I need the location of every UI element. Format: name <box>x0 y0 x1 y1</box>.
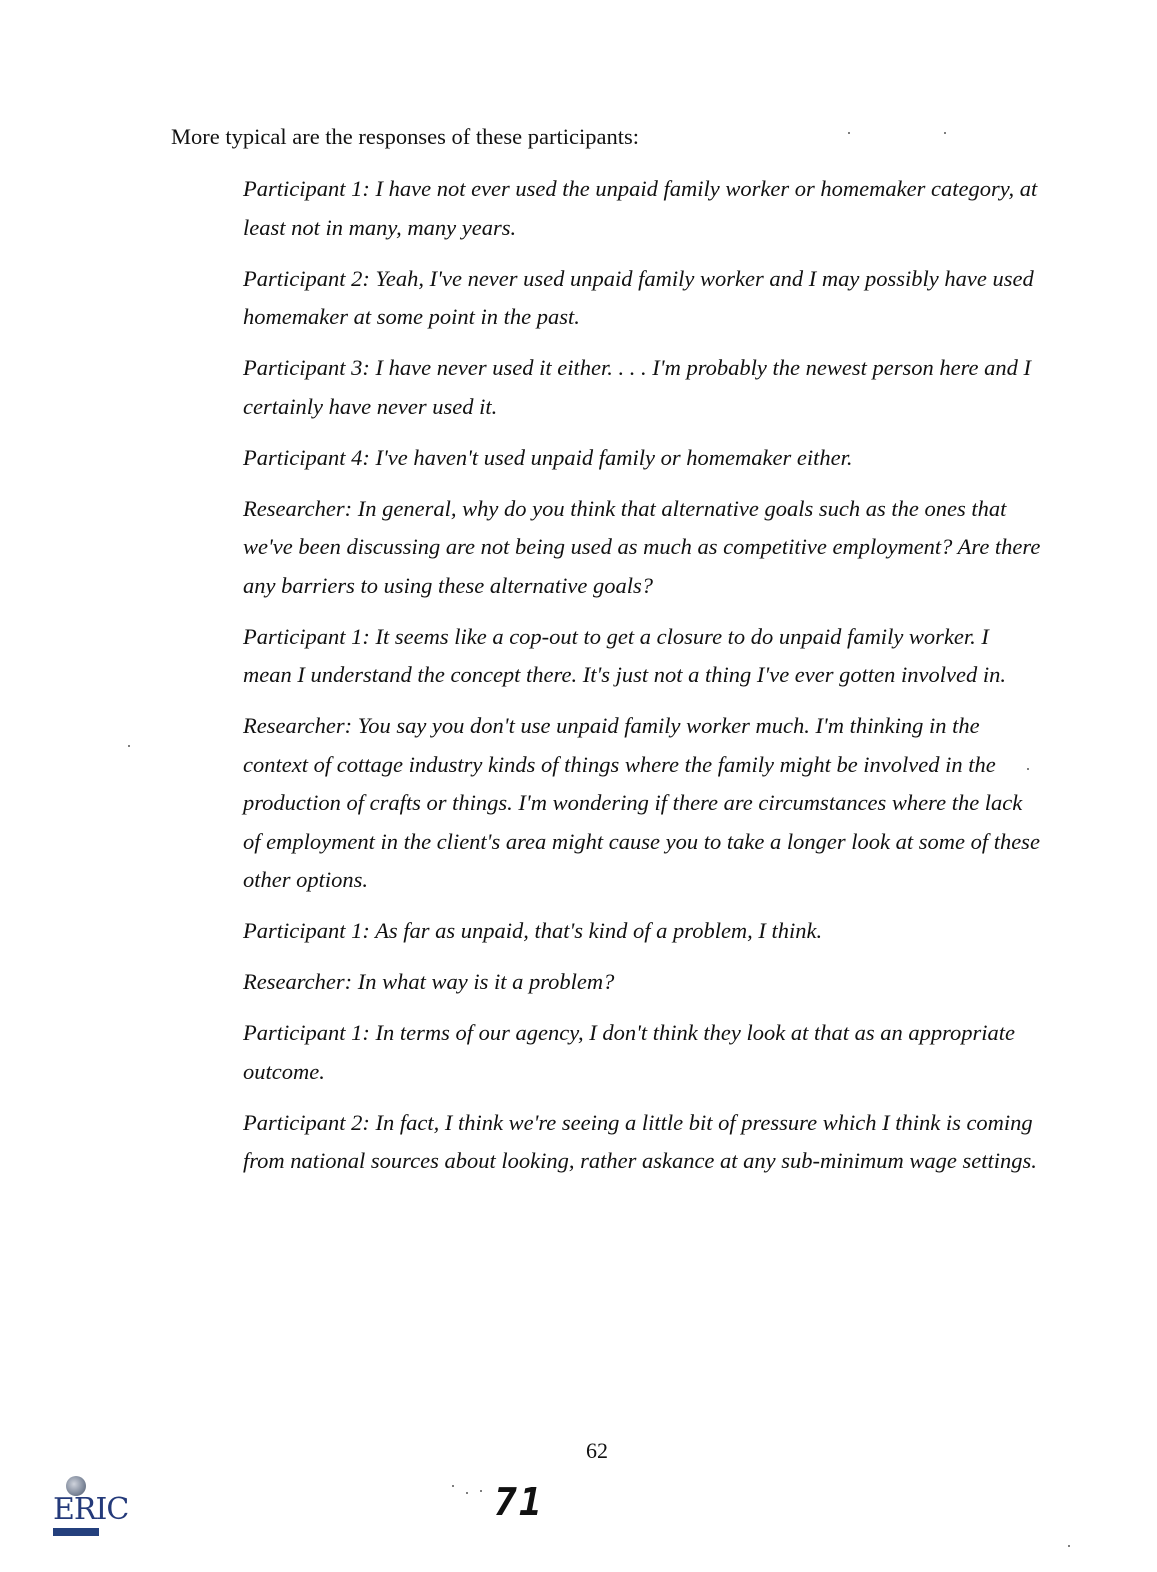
transcript-quotes <box>243 170 1043 1193</box>
quote-participant-2-a: Participant 2: Yeah, I've never used unpaid family worker and I may possibly have used homemaker at some point in the past. <box>243 265 1034 329</box>
quote-participant-1-b: Participant 1: It seems like a cop-out to get a closure to do unpaid family worker. I mean I understand the concept there. It's just not a thing I've ever gotten involved in. <box>243 623 1006 687</box>
quote-participant-3-a: Participant 3: I have never used it either. . . . I'm probably the newest person here and I certainly have never used it. <box>243 355 1031 419</box>
quote-participant-1-c: Participant 1: As far as unpaid, that's kind of a problem, I think. <box>243 918 823 943</box>
eric-logo-bar <box>53 1528 99 1536</box>
scan-speck <box>452 1485 454 1487</box>
scan-speck <box>1068 1545 1070 1547</box>
page-number: 62 <box>586 1438 608 1463</box>
eric-logo-text: ERIC <box>53 1492 129 1527</box>
eric-logo <box>53 1476 129 1538</box>
quote-participant-4-a: Participant 4: I've haven't used unpaid family or homemaker either. <box>243 444 853 470</box>
scan-speck <box>480 1490 482 1492</box>
quote-researcher-a: Researcher: In general, why do you think that alternative goals such as the ones that we've been discussing are not being used as much as competitive employment? Are there any barriers to using these alternative goals? <box>243 495 1041 598</box>
scan-speck <box>128 745 130 747</box>
quote-participant-2-b: Participant 2: In fact, I think we're seeing a little bit of pressure which I think is coming from national sources about looking, rather askance at any sub-minimum wage settings. <box>243 1109 1037 1173</box>
quote-participant-1-a: Participant 1: I have not ever used the unpaid family worker or homemaker category, at least not in many, many years. <box>243 176 1038 240</box>
scan-speck <box>848 132 850 134</box>
quote-researcher-c: Researcher: In what way is it a problem? <box>243 969 615 994</box>
scan-speck <box>1027 768 1029 770</box>
quote-researcher-b: Researcher: You say you don't use unpaid family worker much. I'm thinking in the context of cottage industry kinds of things where the family might be involved in the production of crafts or things. I'm wondering if there are circumstances where the lack of employment in the client's area might cause you to take a longer look at some of these other options. <box>243 713 1040 892</box>
scan-speck <box>944 132 946 134</box>
scan-speck <box>466 1492 468 1494</box>
quote-participant-1-d: Participant 1: In terms of our agency, I don't think they look at that as an appropriate outcome. <box>243 1020 1016 1084</box>
intro-paragraph: More typical are the responses of these participants: <box>171 124 639 149</box>
stamp-number: 71 <box>494 1480 544 1524</box>
